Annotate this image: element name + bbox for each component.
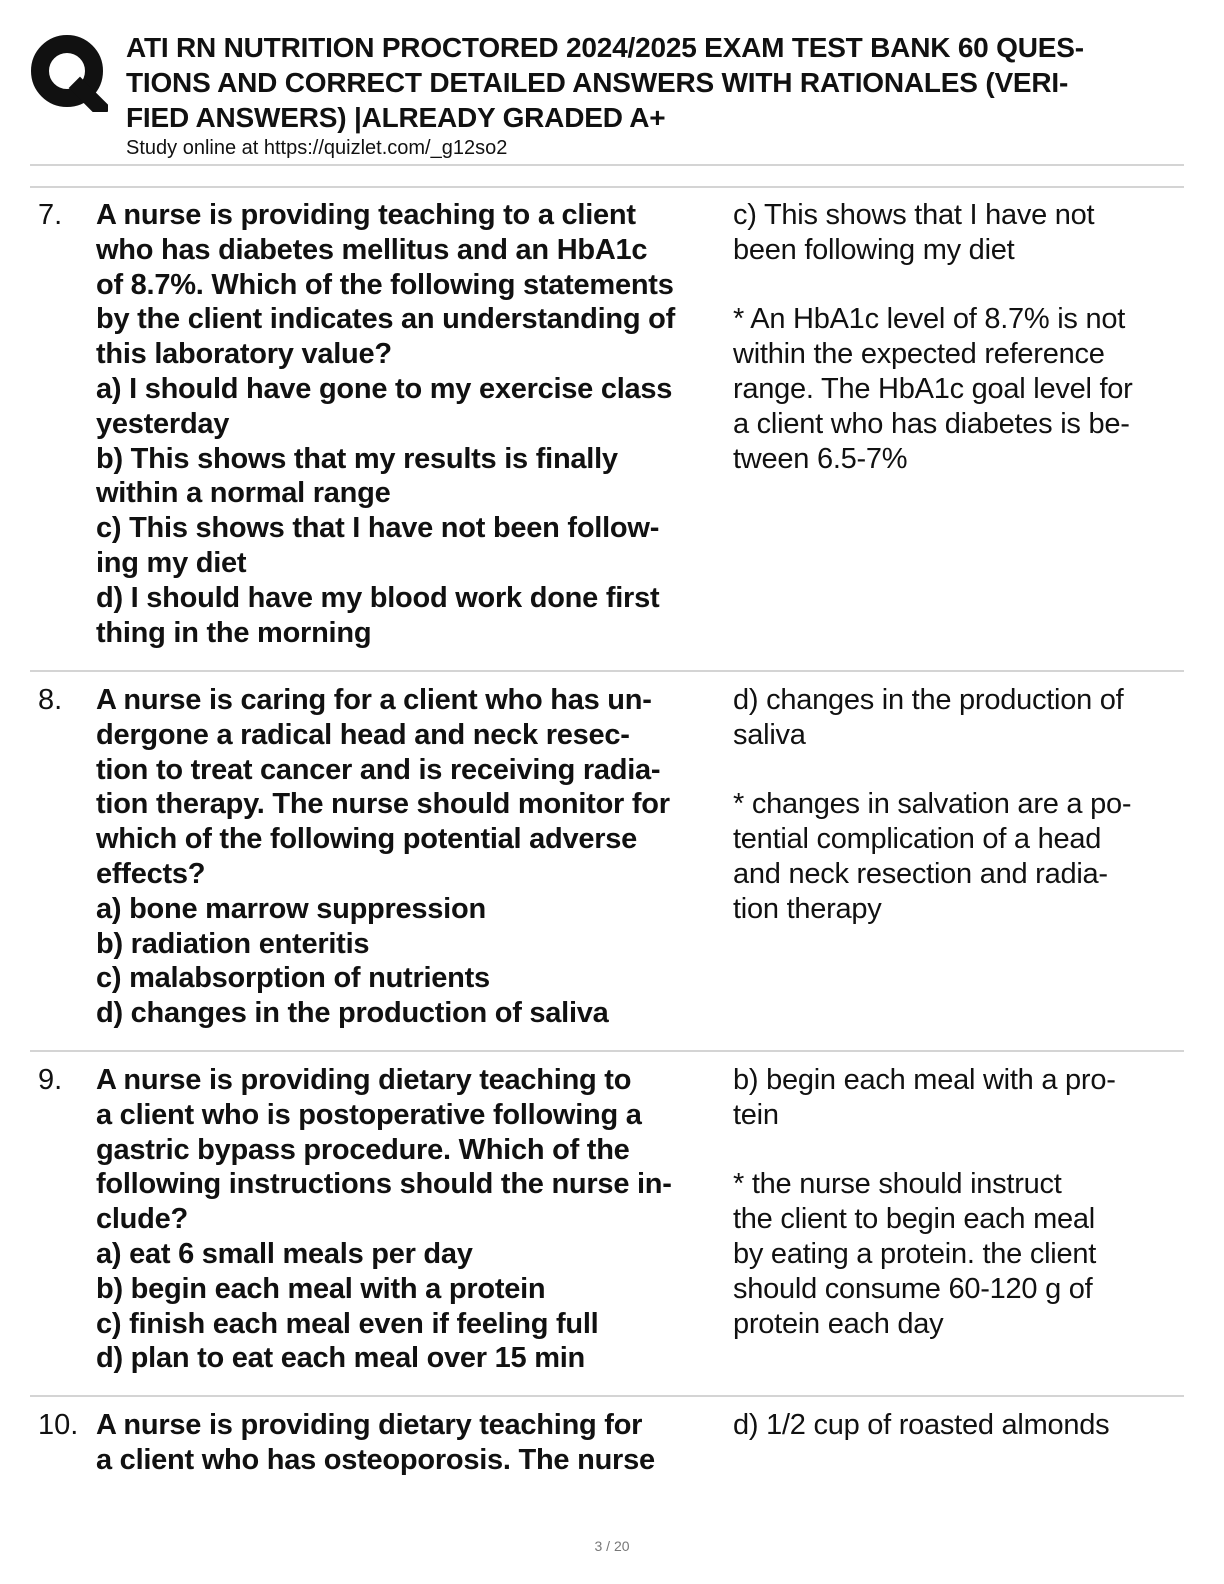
page-number: 3 / 20 (594, 1538, 630, 1554)
question-number: 9. (38, 1064, 63, 1096)
question-divider (30, 1395, 1184, 1397)
question-card-9 (30, 1063, 1184, 1383)
answer-text: b) begin each meal with a pro- tein * the nurse should instruct the client to begin each meal by eating a protein. the client should consume 60-120 g of protein each day (733, 1064, 1116, 1340)
question-card-7 (30, 198, 1184, 658)
answer-text: d) changes in the production of saliva * changes in salvation are a po- tential complication of a head and neck resection and radia- tion therapy (733, 684, 1132, 925)
question-card-8 (30, 683, 1184, 1033)
study-online-link[interactable]: Study online at https://quizlet.com/_g12so2 (126, 137, 508, 159)
question-text: A nurse is providing dietary teaching for a client who has osteoporosis. The nurse (96, 1409, 655, 1476)
question-text: A nurse is providing dietary teaching to a client who is postoperative following a gastric bypass procedure. Which of the following instructions should the nurse in- clude? a) eat 6 small meals per day b) begin each meal with a protein c) finish each meal even if feeling full d) plan to eat each meal over 15 min (96, 1064, 672, 1375)
section-divider (30, 186, 1184, 188)
page-header (30, 30, 1190, 166)
question-number: 10. (38, 1409, 79, 1441)
question-card-10 (30, 1408, 1184, 1488)
answer-text: d) 1/2 cup of roasted almonds (733, 1409, 1110, 1441)
header-divider (30, 164, 1184, 166)
document-title: ATI RN NUTRITION PROCTORED 2024/2025 EXAM TEST BANK 60 QUES- TIONS AND CORRECT DETAILED ANSWERS WITH RATIONALES (VERI- FIED ANSWERS) |ALREADY GRADED A+ (126, 32, 1084, 133)
answer-text: c) This shows that I have not been following my diet * An HbA1c level of 8.7% is not within the expected reference range. The HbA1c goal level for a client who has diabetes is be- tween 6.5-7% (733, 199, 1133, 475)
question-text: A nurse is caring for a client who has un- dergone a radical head and neck resec- tion to treat cancer and is receiving radia- tion therapy. The nurse should monitor for which of the following potential adverse effects? a) bone marrow suppression b) radiation enteritis c) malabsorption of nutrients d) changes in the production of saliva (96, 684, 670, 1030)
question-divider (30, 670, 1184, 672)
quizlet-q-logo-icon (30, 34, 108, 112)
question-number: 8. (38, 684, 63, 716)
question-number: 7. (38, 199, 63, 231)
question-text: A nurse is providing teaching to a client who has diabetes mellitus and an HbA1c of 8.7%. Which of the following statements by the client indicates an understanding of this laboratory value? a) I should have gone to my exercise class yesterday b) This shows that my results is finally within a normal range c) This shows that I have not been follow- ing my diet d) I should have my blood work done first thing in the morning (96, 199, 675, 649)
question-divider (30, 1050, 1184, 1052)
